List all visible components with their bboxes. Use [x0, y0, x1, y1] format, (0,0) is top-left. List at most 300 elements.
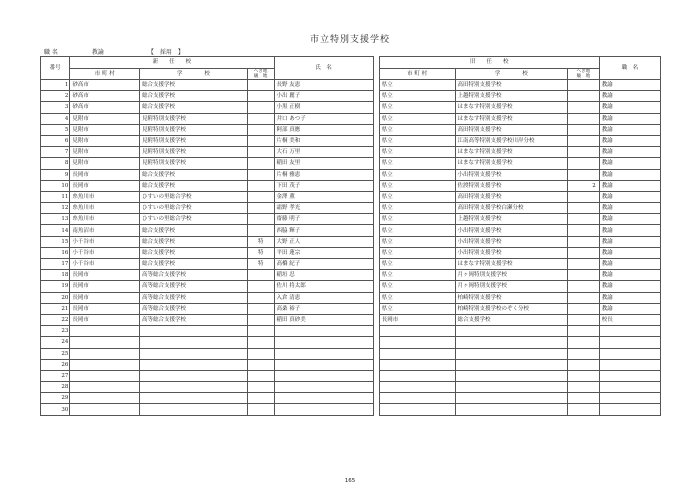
old-remote-grade — [567, 281, 599, 292]
job-title: 教諭 — [599, 135, 660, 146]
old-school: はまなす特別支援学校 — [455, 259, 567, 270]
new-school: 総合支援学校 — [140, 259, 248, 270]
new-school: 見附特別支援学校 — [140, 113, 248, 124]
old-remote-grade — [567, 147, 599, 158]
old-school: 小出特別支援学校 — [455, 225, 567, 236]
table-row — [41, 270, 661, 281]
row-number: 10 — [41, 180, 70, 191]
row-number: 24 — [41, 337, 70, 348]
new-municipality: 長岡市 — [70, 270, 140, 281]
old-municipality: 県立 — [379, 180, 455, 191]
teacher-name: 大石 万里 — [274, 147, 373, 158]
teacher-name: 霜野 孝光 — [274, 203, 373, 214]
old-municipality — [379, 370, 455, 381]
row-number: 14 — [41, 225, 70, 236]
row-number: 12 — [41, 203, 70, 214]
old-municipality — [379, 382, 455, 393]
job-title: 教諭 — [599, 236, 660, 247]
teacher-name — [274, 393, 373, 404]
new-remote-grade — [247, 113, 274, 124]
row-number: 23 — [41, 326, 70, 337]
teacher-name: 佐川 将太郎 — [274, 281, 373, 292]
row-number: 2 — [41, 91, 70, 102]
col-new-school: 学 校 — [140, 68, 248, 80]
teacher-name: 小出 麗子 — [274, 91, 373, 102]
new-municipality — [70, 337, 140, 348]
table-row — [41, 259, 661, 270]
teacher-name: 入倉 清恵 — [274, 292, 373, 303]
teacher-name: 稲田 真砂美 — [274, 314, 373, 325]
new-municipality — [70, 326, 140, 337]
table-row — [41, 404, 661, 415]
new-school — [140, 348, 248, 359]
old-remote-grade — [567, 370, 599, 381]
old-municipality — [379, 393, 455, 404]
old-school: はまなす特別支援学校 — [455, 102, 567, 113]
old-remote-grade — [567, 135, 599, 146]
col-name: 氏 名 — [274, 57, 373, 80]
job-title: 教諭 — [599, 180, 660, 191]
col-new-municipality: 市 町 村 — [70, 68, 140, 80]
old-school: 小出特別支援学校 — [455, 169, 567, 180]
new-municipality — [70, 359, 140, 370]
new-remote-grade — [247, 314, 274, 325]
new-remote-grade — [247, 147, 274, 158]
new-municipality: 小千谷市 — [70, 247, 140, 258]
row-number: 18 — [41, 270, 70, 281]
new-municipality: 小千谷市 — [70, 236, 140, 247]
row-number: 26 — [41, 359, 70, 370]
new-school: 総合支援学校 — [140, 236, 248, 247]
table-row — [41, 158, 661, 169]
row-number: 25 — [41, 348, 70, 359]
old-remote-grade — [567, 359, 599, 370]
job-title — [599, 337, 660, 348]
page-number: 165 — [344, 478, 356, 484]
new-municipality: 長岡市 — [70, 169, 140, 180]
table-row — [41, 292, 661, 303]
job-title: 教諭 — [599, 191, 660, 202]
row-number: 13 — [41, 214, 70, 225]
old-school: 上越特別支援学校 — [455, 91, 567, 102]
col-old-remote: へき地 級 地 — [567, 68, 599, 80]
old-municipality: 県立 — [379, 113, 455, 124]
teacher-name: 稲垣 忍 — [274, 270, 373, 281]
new-municipality: 糸魚川市 — [70, 203, 140, 214]
new-remote-grade — [247, 337, 274, 348]
job-title: 教諭 — [599, 124, 660, 135]
teacher-name — [274, 337, 373, 348]
new-remote-grade — [247, 124, 274, 135]
old-municipality: 県立 — [379, 247, 455, 258]
table-row — [41, 393, 661, 404]
job-title — [599, 404, 660, 415]
old-municipality: 県立 — [379, 158, 455, 169]
table-row — [41, 326, 661, 337]
job-title — [599, 326, 660, 337]
new-municipality: 長岡市 — [70, 314, 140, 325]
old-remote-grade — [567, 348, 599, 359]
teacher-name: 平田 蓮宗 — [274, 247, 373, 258]
row-number: 16 — [41, 247, 70, 258]
row-number: 1 — [41, 80, 70, 91]
teacher-name — [274, 404, 373, 415]
new-municipality: 見附市 — [70, 124, 140, 135]
new-municipality: 見附市 — [70, 135, 140, 146]
new-municipality: 糸魚川市 — [70, 214, 140, 225]
new-remote-grade — [247, 326, 274, 337]
old-school: 柏崎特別支援学校のぞく分校 — [455, 303, 567, 314]
old-remote-grade — [567, 382, 599, 393]
table-row — [41, 337, 661, 348]
new-school: ひすいの里総合学校 — [140, 203, 248, 214]
table-row — [41, 191, 661, 202]
row-number: 3 — [41, 102, 70, 113]
new-remote-grade — [247, 203, 274, 214]
header-row-1 — [41, 57, 661, 69]
teacher-name: 下田 茂子 — [274, 180, 373, 191]
old-school: 高田特別支援学校 — [455, 124, 567, 135]
old-school: はまなす特別支援学校 — [455, 158, 567, 169]
table-row — [41, 370, 661, 381]
table-row — [41, 113, 661, 124]
job-title — [599, 370, 660, 381]
old-municipality: 県立 — [379, 259, 455, 270]
new-school: 高等総合支援学校 — [140, 292, 248, 303]
old-remote-grade — [567, 337, 599, 348]
teacher-name: 高桑 裕子 — [274, 303, 373, 314]
job-label: 職 名 — [44, 49, 58, 56]
new-remote-grade — [247, 303, 274, 314]
row-number: 5 — [41, 124, 70, 135]
old-school — [455, 404, 567, 415]
teacher-name: 井口 あつ子 — [274, 113, 373, 124]
table-row — [41, 169, 661, 180]
old-remote-grade: 2 — [567, 180, 599, 191]
teacher-name: 阿部 真應 — [274, 124, 373, 135]
row-number: 9 — [41, 169, 70, 180]
job-title — [599, 359, 660, 370]
new-remote-grade — [247, 225, 274, 236]
row-number: 11 — [41, 191, 70, 202]
new-municipality: 南魚沼市 — [70, 225, 140, 236]
old-municipality: 県立 — [379, 281, 455, 292]
old-municipality: 県立 — [379, 80, 455, 91]
new-school: 高等総合支援学校 — [140, 303, 248, 314]
table-row — [41, 203, 661, 214]
new-remote-grade: 特 — [247, 236, 274, 247]
new-remote-grade — [247, 404, 274, 415]
old-municipality: 県立 — [379, 270, 455, 281]
new-school: 高等総合支援学校 — [140, 314, 248, 325]
job-title: 教諭 — [599, 203, 660, 214]
new-remote-grade — [247, 91, 274, 102]
table-row — [41, 382, 661, 393]
old-remote-grade — [567, 191, 599, 202]
old-municipality: 県立 — [379, 203, 455, 214]
old-remote-grade — [567, 113, 599, 124]
old-school: 総合支援学校 — [455, 314, 567, 325]
old-school — [455, 382, 567, 393]
new-school: 総合支援学校 — [140, 169, 248, 180]
job-title: 教諭 — [599, 113, 660, 124]
job-title: 教諭 — [599, 281, 660, 292]
new-municipality: 砂高市 — [70, 91, 140, 102]
job-title: 教諭 — [599, 147, 660, 158]
job-title: 教諭 — [599, 292, 660, 303]
page-title: 市立特別支援学校 — [309, 35, 390, 45]
col-old-post: 旧 任 校 — [379, 57, 599, 69]
old-school — [455, 393, 567, 404]
new-school — [140, 337, 248, 348]
old-remote-grade — [567, 236, 599, 247]
job-title — [599, 393, 660, 404]
teacher-name: 片桐 美和 — [274, 135, 373, 146]
old-school: 江南高等特別支援学校川岸分校 — [455, 135, 567, 146]
table-row — [41, 225, 661, 236]
old-remote-grade — [567, 169, 599, 180]
new-municipality: 小千谷市 — [70, 259, 140, 270]
table-row — [41, 348, 661, 359]
old-municipality — [379, 337, 455, 348]
old-school — [455, 359, 567, 370]
old-school: 高田特別支援学校 — [455, 80, 567, 91]
new-remote-grade — [247, 169, 274, 180]
old-remote-grade — [567, 203, 599, 214]
new-school: 総合支援学校 — [140, 80, 248, 91]
old-municipality: 県立 — [379, 91, 455, 102]
old-municipality: 県立 — [379, 191, 455, 202]
new-school: ひすいの里総合学校 — [140, 191, 248, 202]
new-municipality: 長岡市 — [70, 303, 140, 314]
row-number: 17 — [41, 259, 70, 270]
job-title: 教諭 — [599, 91, 660, 102]
job-title: 教諭 — [599, 259, 660, 270]
old-municipality: 県立 — [379, 214, 455, 225]
col-number: 番号 — [41, 57, 70, 80]
old-remote-grade — [567, 102, 599, 113]
new-remote-grade — [247, 214, 274, 225]
job-title — [599, 382, 660, 393]
old-school: 佐渡特別支援学校 — [455, 180, 567, 191]
new-school: 総合支援学校 — [140, 102, 248, 113]
new-remote-grade — [247, 270, 274, 281]
new-remote-grade — [247, 292, 274, 303]
old-remote-grade — [567, 214, 599, 225]
new-school: 見附特別支援学校 — [140, 124, 248, 135]
col-job: 職 名 — [599, 57, 660, 80]
old-remote-grade — [567, 404, 599, 415]
new-municipality — [70, 370, 140, 381]
job-title: 教諭 — [599, 247, 660, 258]
old-remote-grade — [567, 158, 599, 169]
row-number: 30 — [41, 404, 70, 415]
old-school: 上越特別支援学校 — [455, 214, 567, 225]
col-old-school: 学 校 — [455, 68, 567, 80]
old-remote-grade — [567, 225, 599, 236]
old-remote-grade — [567, 124, 599, 135]
old-remote-grade — [567, 326, 599, 337]
old-municipality: 県立 — [379, 225, 455, 236]
old-school — [455, 348, 567, 359]
job-title: 教諭 — [599, 225, 660, 236]
job-title: 教諭 — [599, 80, 660, 91]
new-school: 総合支援学校 — [140, 225, 248, 236]
new-school — [140, 404, 248, 415]
new-municipality — [70, 393, 140, 404]
old-remote-grade — [567, 393, 599, 404]
table-row — [41, 214, 661, 225]
old-municipality: 県立 — [379, 292, 455, 303]
old-remote-grade — [567, 80, 599, 91]
new-remote-grade — [247, 158, 274, 169]
new-school — [140, 326, 248, 337]
new-school — [140, 359, 248, 370]
old-school: 高田特別支援学校白瀬分校 — [455, 203, 567, 214]
new-remote-grade — [247, 80, 274, 91]
old-school: はまなす特別支援学校 — [455, 147, 567, 158]
new-municipality: 長岡市 — [70, 281, 140, 292]
new-remote-grade — [247, 191, 274, 202]
new-remote-grade — [247, 135, 274, 146]
old-school: 月ヶ岡特別支援学校 — [455, 270, 567, 281]
job-title: 校長 — [599, 314, 660, 325]
old-municipality — [379, 359, 455, 370]
new-municipality: 見附市 — [70, 147, 140, 158]
old-municipality: 県立 — [379, 303, 455, 314]
new-remote-grade — [247, 180, 274, 191]
personnel-table — [40, 56, 661, 416]
old-school: 月ヶ岡特別支援学校 — [455, 281, 567, 292]
col-new-remote: へき地 級 地 — [247, 68, 274, 80]
job-title: 教諭 — [599, 102, 660, 113]
old-remote-grade — [567, 247, 599, 258]
old-remote-grade — [567, 259, 599, 270]
old-municipality — [379, 326, 455, 337]
old-municipality: 県立 — [379, 124, 455, 135]
old-municipality: 県立 — [379, 102, 455, 113]
old-municipality: 長岡市 — [379, 314, 455, 325]
table-row — [41, 91, 661, 102]
row-number: 4 — [41, 113, 70, 124]
old-school: 小出特別支援学校 — [455, 247, 567, 258]
row-number: 20 — [41, 292, 70, 303]
new-school: 見附特別支援学校 — [140, 147, 248, 158]
new-municipality — [70, 348, 140, 359]
col-old-municipality: 市 町 村 — [379, 68, 455, 80]
old-school — [455, 337, 567, 348]
old-municipality — [379, 348, 455, 359]
table-row — [41, 124, 661, 135]
job-title — [599, 348, 660, 359]
old-remote-grade — [567, 270, 599, 281]
new-remote-grade: 特 — [247, 259, 274, 270]
new-municipality — [70, 382, 140, 393]
old-school: 柏崎特別支援学校 — [455, 292, 567, 303]
meta-line — [44, 47, 184, 56]
new-school — [140, 393, 248, 404]
old-remote-grade — [567, 314, 599, 325]
new-remote-grade — [247, 359, 274, 370]
new-municipality: 糸魚川市 — [70, 191, 140, 202]
table-row — [41, 102, 661, 113]
new-municipality: 砂高市 — [70, 102, 140, 113]
new-municipality: 見附市 — [70, 158, 140, 169]
col-new-post: 新 任 校 — [70, 57, 274, 69]
teacher-name: 高橋 紀子 — [274, 259, 373, 270]
row-number: 21 — [41, 303, 70, 314]
old-school: はまなす特別支援学校 — [455, 113, 567, 124]
old-municipality: 県立 — [379, 236, 455, 247]
old-municipality: 県立 — [379, 135, 455, 146]
new-remote-grade — [247, 281, 274, 292]
new-school: 高等総合支援学校 — [140, 281, 248, 292]
teacher-name: 小黒 正樹 — [274, 102, 373, 113]
row-number: 28 — [41, 382, 70, 393]
new-school: 高等総合支援学校 — [140, 270, 248, 281]
teacher-name: 齋藤 明子 — [274, 214, 373, 225]
row-number: 6 — [41, 135, 70, 146]
teacher-name — [274, 348, 373, 359]
old-school: 高田特別支援学校 — [455, 191, 567, 202]
table-row — [41, 281, 661, 292]
table-row — [41, 236, 661, 247]
old-municipality: 県立 — [379, 169, 455, 180]
new-school: 総合支援学校 — [140, 91, 248, 102]
new-municipality: 長岡市 — [70, 292, 140, 303]
teacher-name: 西脇 輝子 — [274, 225, 373, 236]
row-number: 27 — [41, 370, 70, 381]
new-school: ひすいの里総合学校 — [140, 214, 248, 225]
row-number: 7 — [41, 147, 70, 158]
job-title: 教諭 — [599, 158, 660, 169]
old-municipality — [379, 404, 455, 415]
table-row — [41, 247, 661, 258]
teacher-name: 金澤 薫 — [274, 191, 373, 202]
new-school: 見附特別支援学校 — [140, 158, 248, 169]
teacher-name — [274, 359, 373, 370]
job-title: 教諭 — [599, 214, 660, 225]
new-remote-grade — [247, 382, 274, 393]
row-number: 29 — [41, 393, 70, 404]
new-remote-grade — [247, 102, 274, 113]
table-row — [41, 135, 661, 146]
new-school: 総合支援学校 — [140, 247, 248, 258]
new-remote-grade — [247, 370, 274, 381]
row-number: 8 — [41, 158, 70, 169]
row-number: 19 — [41, 281, 70, 292]
new-municipality: 長岡市 — [70, 180, 140, 191]
old-remote-grade — [567, 91, 599, 102]
new-municipality — [70, 404, 140, 415]
new-school: 総合支援学校 — [140, 180, 248, 191]
table-row — [41, 359, 661, 370]
old-school — [455, 370, 567, 381]
new-municipality: 砂高市 — [70, 80, 140, 91]
new-school — [140, 370, 248, 381]
table-row — [41, 303, 661, 314]
new-remote-grade — [247, 348, 274, 359]
table-row — [41, 80, 661, 91]
old-school — [455, 326, 567, 337]
job-title: 教諭 — [599, 303, 660, 314]
new-municipality: 見附市 — [70, 113, 140, 124]
new-remote-grade: 特 — [247, 247, 274, 258]
old-remote-grade — [567, 303, 599, 314]
category-label: 【 採用 】 — [147, 49, 184, 56]
old-school: 小出特別支援学校 — [455, 236, 567, 247]
new-school — [140, 382, 248, 393]
